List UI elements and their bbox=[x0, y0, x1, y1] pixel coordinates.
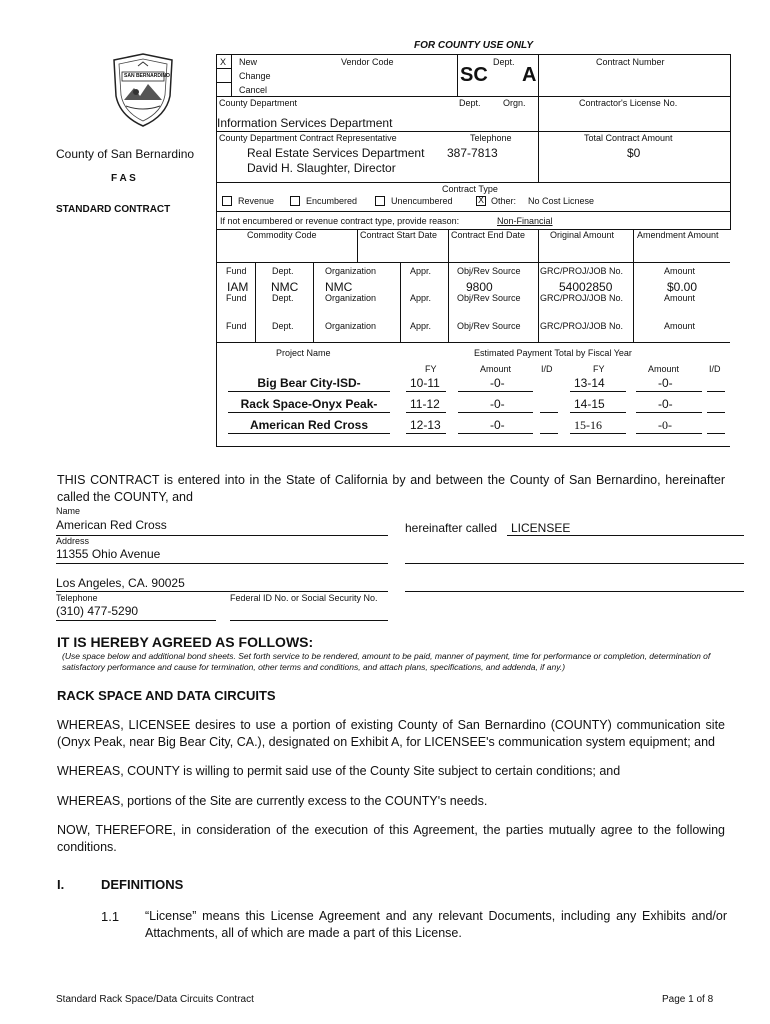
page-number: Page 1 of 8 bbox=[662, 994, 714, 1005]
amount-header: Amount bbox=[664, 293, 696, 303]
fy-right-label: FY bbox=[593, 364, 605, 374]
definitions-title: DEFINITIONS bbox=[101, 877, 184, 892]
section-title: RACK SPACE AND DATA CIRCUITS bbox=[57, 688, 276, 703]
appr-header: Appr. bbox=[410, 293, 432, 303]
clause-number: 1.1 bbox=[101, 909, 120, 924]
project-name-1: Big Bear City-ISD- bbox=[257, 376, 361, 390]
seal-text: SAN BERNARDINO bbox=[124, 73, 170, 79]
cancel-label: Cancel bbox=[239, 85, 268, 95]
obj-rev-value: 9800 bbox=[466, 280, 493, 294]
county-department-label: County Department bbox=[219, 98, 298, 108]
telephone-value: 387-7813 bbox=[447, 146, 498, 160]
project-name-label: Project Name bbox=[276, 348, 331, 358]
amendment-amount-label: Amendment Amount bbox=[637, 230, 719, 240]
dept-header: Dept. bbox=[272, 293, 294, 303]
fund-header: Fund bbox=[226, 266, 247, 276]
obj-rev-header: Obj/Rev Source bbox=[457, 293, 521, 303]
encumbered-checkbox[interactable] bbox=[290, 196, 300, 206]
id-left-label: I/D bbox=[541, 364, 553, 374]
total-amount-label: Total Contract Amount bbox=[584, 133, 673, 143]
name-value: American Red Cross bbox=[56, 518, 167, 532]
encumbered-label: Encumbered bbox=[306, 196, 358, 206]
other-check-mark: X bbox=[478, 195, 485, 205]
whereas-paragraph-1: WHEREAS, LICENSEE desires to use a portion of existing County of San Bernardino (COUNTY) communication site (Onyx Peak, near Big Bear City, CA.), designated on Exhibit A, for LICENSEE's communication system equipment; and bbox=[57, 718, 725, 749]
dept-header: Dept. bbox=[272, 321, 294, 331]
contract-number-label: Contract Number bbox=[596, 57, 665, 67]
vendor-code-label: Vendor Code bbox=[341, 57, 394, 67]
contract-type-label: Contract Type bbox=[442, 184, 498, 194]
amount-header: Amount bbox=[664, 266, 696, 276]
obj-rev-header: Obj/Rev Source bbox=[457, 266, 521, 276]
appr-header: Appr. bbox=[410, 266, 432, 276]
amount-left-label: Amount bbox=[480, 364, 512, 374]
amount-left-3: -0- bbox=[490, 418, 505, 432]
county-seal-logo bbox=[108, 52, 178, 128]
start-date-label: Contract Start Date bbox=[360, 230, 438, 240]
dept-value: NMC bbox=[271, 280, 299, 294]
hereinafter-label: hereinafter called bbox=[405, 521, 498, 535]
representative-label: County Department Contract Representative bbox=[219, 133, 397, 143]
obj-rev-header: Obj/Rev Source bbox=[457, 321, 521, 331]
vendor-code-value: SC bbox=[460, 64, 488, 86]
change-label: Change bbox=[239, 71, 271, 81]
grc-proj-value: 54002850 bbox=[559, 280, 613, 294]
form-top-title: FOR COUNTY USE ONLY bbox=[414, 40, 534, 51]
fund-header: Fund bbox=[226, 293, 247, 303]
definitions-number: I. bbox=[57, 877, 65, 892]
fy-right-1: 13-14 bbox=[574, 376, 605, 390]
original-amount-label: Original Amount bbox=[550, 230, 615, 240]
contractor-license-label: Contractor's License No. bbox=[579, 98, 678, 108]
end-date-label: Contract End Date bbox=[451, 230, 526, 240]
amount-left-1: -0- bbox=[490, 376, 505, 390]
dept-value: A bbox=[522, 64, 537, 86]
address-label: Address bbox=[56, 536, 90, 546]
organization-header: Organization bbox=[325, 321, 377, 331]
amount-right-1: -0- bbox=[658, 376, 673, 390]
amount-header: Amount bbox=[664, 321, 696, 331]
amount-value: $0.00 bbox=[667, 280, 698, 294]
amount-right-3: -0- bbox=[658, 418, 672, 432]
amount-left-2: -0- bbox=[490, 397, 505, 411]
whereas-paragraph-3: WHEREAS, portions of the Site are currently excess to the COUNTY's needs. bbox=[57, 794, 488, 808]
dept-header: Dept. bbox=[272, 266, 294, 276]
federal-id-label: Federal ID No. or Social Security No. bbox=[230, 593, 378, 603]
fy-right-3: 15-16 bbox=[574, 418, 602, 432]
county-department-value: Information Services Department bbox=[217, 116, 393, 130]
clause-text: “License” means this License Agreement and any relevant Documents, including any Exhibits and/or Attachments, all of which are made a part of this License. bbox=[145, 909, 727, 940]
fy-left-2: 11-12 bbox=[410, 397, 440, 411]
telephone-label: Telephone bbox=[470, 133, 512, 143]
fas-label: F A S bbox=[111, 173, 136, 184]
amount-right-2: -0- bbox=[658, 397, 673, 411]
fy-left-3: 12-13 bbox=[410, 418, 441, 432]
commodity-code-label: Commodity Code bbox=[247, 230, 317, 240]
footer-left: Standard Rack Space/Data Circuits Contract bbox=[56, 994, 254, 1005]
reason-value: Non-Financial bbox=[497, 216, 553, 226]
dept2-label: Dept. bbox=[459, 98, 481, 108]
dept-label: Dept. bbox=[493, 57, 515, 67]
county-name: County of San Bernardino bbox=[56, 147, 195, 161]
organization-header: Organization bbox=[325, 266, 377, 276]
representative-name: David H. Slaughter, Director bbox=[247, 161, 396, 175]
grc-proj-header: GRC/PROJ/JOB No. bbox=[540, 266, 624, 276]
fund-header: Fund bbox=[226, 321, 247, 331]
unencumbered-label: Unencumbered bbox=[391, 196, 453, 206]
grc-proj-header: GRC/PROJ/JOB No. bbox=[540, 293, 624, 303]
fy-left-label: FY bbox=[425, 364, 437, 374]
revenue-label: Revenue bbox=[238, 196, 275, 206]
telephone-value: (310) 477-5290 bbox=[56, 604, 139, 618]
address-line-2: Los Angeles, CA. 90025 bbox=[56, 576, 185, 590]
other-label: Other: bbox=[491, 196, 517, 206]
id-right-label: I/D bbox=[709, 364, 721, 374]
representative-dept: Real Estate Services Department bbox=[247, 146, 425, 160]
grc-proj-header: GRC/PROJ/JOB No. bbox=[540, 321, 624, 331]
reason-label: If not encumbered or revenue contract type, provide reason: bbox=[220, 216, 460, 226]
agreed-note: (Use space below and additional bond sheets. Set forth service to be rendered, amount to be paid, manner of payment, time for performance or completion, determination of satisfactory performance and cause for termination, other terms and conditions, and attach plans, specifications, and addenda, if any.) bbox=[62, 651, 711, 672]
standard-contract-title: STANDARD CONTRACT bbox=[56, 204, 171, 215]
orgn-label: Orgn. bbox=[503, 98, 526, 108]
fund-value: IAM bbox=[227, 280, 249, 294]
unencumbered-checkbox[interactable] bbox=[375, 196, 385, 206]
amount-right-label: Amount bbox=[648, 364, 680, 374]
telephone-label: Telephone bbox=[56, 593, 98, 603]
new-checkbox[interactable]: X bbox=[220, 57, 227, 67]
new-label: New bbox=[239, 57, 258, 67]
hereinafter-value: LICENSEE bbox=[511, 521, 571, 535]
appr-header: Appr. bbox=[410, 321, 432, 331]
other-value: No Cost Licnese bbox=[528, 196, 595, 206]
project-name-2: Rack Space-Onyx Peak- bbox=[240, 397, 378, 411]
organization-value: NMC bbox=[325, 280, 353, 294]
address-line-1: 11355 Ohio Avenue bbox=[56, 547, 161, 561]
estimated-payment-label: Estimated Payment Total by Fiscal Year bbox=[474, 348, 632, 358]
fy-right-2: 14-15 bbox=[574, 397, 605, 411]
intro-paragraph: THIS CONTRACT is entered into in the State of California by and between the County of San Bernardino, hereinafter called the COUNTY, and bbox=[57, 473, 725, 504]
total-amount-value: $0 bbox=[627, 146, 641, 160]
now-therefore-paragraph: NOW, THEREFORE, in consideration of the execution of this Agreement, the parties mutually agree to the following conditions. bbox=[57, 823, 725, 854]
project-name-3: American Red Cross bbox=[249, 418, 369, 432]
name-label: Name bbox=[56, 506, 81, 516]
fy-left-1: 10-11 bbox=[410, 376, 440, 390]
organization-header: Organization bbox=[325, 293, 377, 303]
whereas-paragraph-2: WHEREAS, COUNTY is willing to permit said use of the County Site subject to certain conditions; and bbox=[57, 764, 621, 778]
agreed-heading: IT IS HEREBY AGREED AS FOLLOWS: bbox=[57, 634, 314, 650]
revenue-checkbox[interactable] bbox=[222, 196, 232, 206]
